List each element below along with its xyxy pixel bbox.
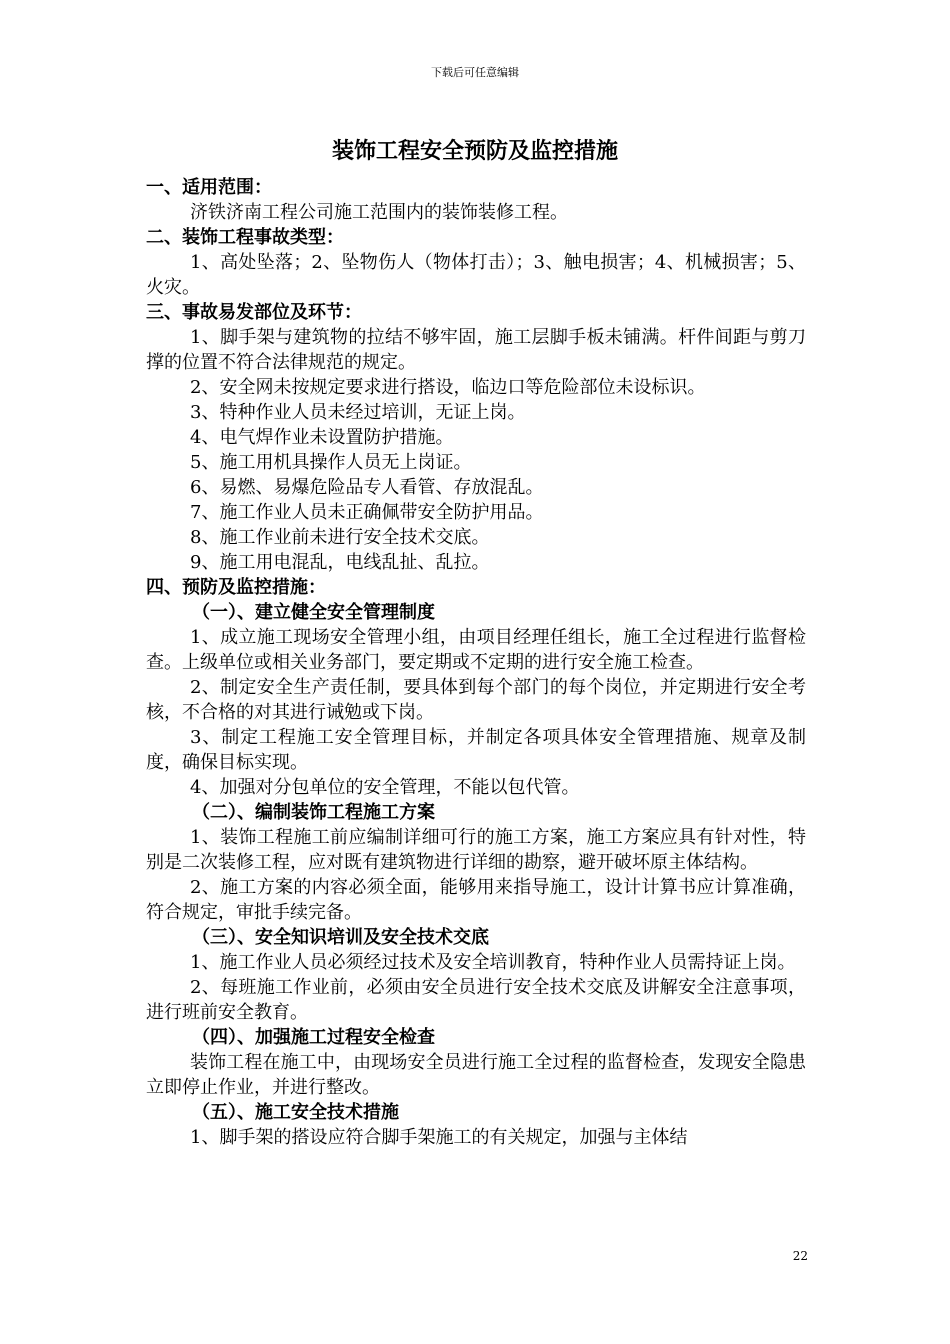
paragraph: 2、安全网未按规定要求进行搭设，临边口等危险部位未设标识。	[190, 377, 706, 398]
paragraph: 2、每班施工作业前，必须由安全员进行安全技术交底及讲解安全注意事项，进行班前安全教育。	[146, 977, 806, 1023]
paragraph: 2、施工方案的内容必须全面，能够用来指导施工，设计计算书应计算准确，符合规定，审批手续完备。	[146, 877, 806, 923]
document-title: 装饰工程安全预防及监控措施	[331, 138, 618, 164]
section-heading: 一、适用范围：	[146, 177, 272, 198]
paragraph: 济铁济南工程公司施工范围内的装饰装修工程。	[190, 202, 568, 223]
section-heading: 四、预防及监控措施：	[146, 577, 326, 598]
section-heading: 三、事故易发部位及环节：	[146, 302, 362, 323]
section-heading: 二、装饰工程事故类型：	[146, 227, 344, 248]
paragraph: 1、高处坠落；2、坠物伤人（物体打击）；3、触电损害；4、机械损害；5、火灾。	[146, 252, 806, 298]
paragraph: 1、施工作业人员必须经过技术及安全培训教育，特种作业人员需持证上岗。	[190, 952, 796, 973]
paragraph: 8、施工作业前未进行安全技术交底。	[190, 527, 490, 548]
paragraph: 5、施工用机具操作人员无上岗证。	[190, 452, 472, 473]
page-number: 22	[792, 1249, 808, 1263]
paragraph: 9、施工用电混乱，电线乱扯、乱拉。	[190, 552, 490, 573]
header-note: 下载后可任意编辑	[431, 66, 519, 79]
paragraph: 装饰工程在施工中，由现场安全员进行施工全过程的监督检查，发现安全隐患立即停止作业，并进行整改。	[146, 1052, 806, 1098]
subsection-heading: （三）、安全知识培训及安全技术交底	[192, 927, 489, 948]
paragraph: 3、特种作业人员未经过培训，无证上岗。	[190, 402, 526, 423]
subsection-heading: （二）、编制装饰工程施工方案	[192, 802, 435, 823]
paragraph: 3、制定工程施工安全管理目标，并制定各项具体安全管理措施、规章及制度，确保目标实现。	[146, 727, 806, 773]
paragraph: 6、易燃、易爆危险品专人看管、存放混乱。	[190, 477, 544, 498]
paragraph: 1、装饰工程施工前应编制详细可行的施工方案，施工方案应具有针对性，特别是二次装修工程，应对既有建筑物进行详细的勘察，避开破坏原主体结构。	[146, 827, 806, 873]
paragraph: 4、电气焊作业未设置防护措施。	[190, 427, 454, 448]
subsection-heading: （一）、建立健全安全管理制度	[192, 602, 435, 623]
paragraph: 2、制定安全生产责任制，要具体到每个部门的每个岗位，并定期进行安全考核，不合格的对其进行诫勉或下岗。	[146, 677, 806, 723]
paragraph: 7、施工作业人员未正确佩带安全防护用品。	[190, 502, 544, 523]
paragraph: 4、加强对分包单位的安全管理，不能以包代管。	[190, 777, 580, 798]
paragraph: 1、脚手架与建筑物的拉结不够牢固，施工层脚手板未铺满。杆件间距与剪刀撑的位置不符合法律规范的规定。	[146, 327, 806, 373]
subsection-heading: （五）、施工安全技术措施	[192, 1102, 399, 1123]
document-body	[146, 175, 806, 1150]
paragraph: 1、成立施工现场安全管理小组，由项目经理任组长，施工全过程进行监督检查。上级单位或相关业务部门，要定期或不定期的进行安全施工检查。	[146, 627, 806, 673]
paragraph: 1、脚手架的搭设应符合脚手架施工的有关规定，加强与主体结	[190, 1127, 688, 1148]
subsection-heading: （四）、加强施工过程安全检查	[192, 1027, 435, 1048]
